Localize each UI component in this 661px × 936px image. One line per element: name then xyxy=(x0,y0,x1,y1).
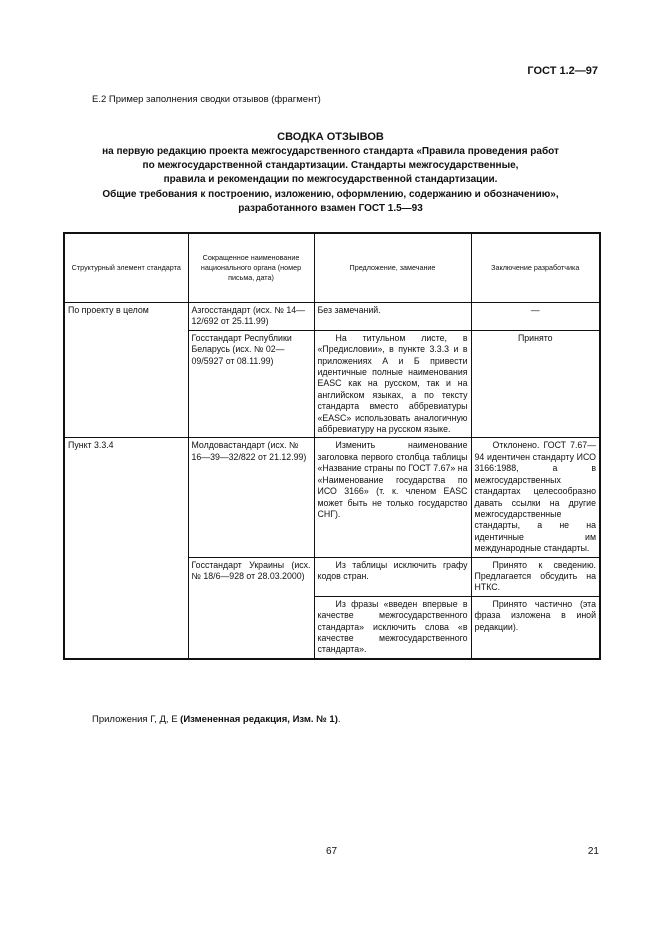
cell-organ: Азгосстандарт (исх. № 14—12/692 от 25.11.99) xyxy=(188,303,314,331)
heading-title: СВОДКА ОТЗЫВОВ xyxy=(277,131,384,143)
cell-conclusion: Принято xyxy=(471,330,600,438)
cell-proposal: На титульном листе, в «Предисловии», в пункте 3.3.3 и в приложениях А и Б привести идентичные полные наименования EASC как на русском, так и на английском языках, а по тексту стандарта вместо аббревиатуры «EASC» использовать аналогичную аббревиатуру на русском языке. xyxy=(314,330,471,438)
review-table xyxy=(63,232,601,660)
table-header-row xyxy=(64,233,600,303)
heading-line: разработанного взамен ГОСТ 1.5—93 xyxy=(238,202,423,214)
cell-conclusion: — xyxy=(471,303,600,331)
cell-conclusion: Принято частично (эта фраза изложена в иной редакции). xyxy=(471,596,600,659)
cell-proposal: Из фразы «введен впервые в качестве межгосударственного стандарта» исключить слова «в качестве межгосударственного стандарта». xyxy=(314,596,471,659)
column-header-organ: Сокращенное наименование национального органа (номер письма, дата) xyxy=(188,233,314,303)
review-summary-heading xyxy=(60,130,601,216)
appendix-prefix: Приложения Г, Д, Е xyxy=(92,714,181,725)
cell-conclusion: Принято к сведению. Предлагается обсудить на НТКС. xyxy=(471,557,600,596)
heading-line: Общие требования к построению, изложению, оформлению, содержанию и обозначению», xyxy=(102,188,559,200)
document-code: ГОСТ 1.2—97 xyxy=(527,65,598,77)
example-caption: Е.2 Пример заполнения сводки отзывов (фрагмент) xyxy=(92,94,321,105)
cell-organ: Молдовастандарт (исх. № 16—39—32/822 от 21.12.99) xyxy=(188,438,314,557)
cell-proposal: Из таблицы исключить графу кодов стран. xyxy=(314,557,471,596)
cell-proposal: Без замечаний. xyxy=(314,303,471,331)
page-number-center: 67 xyxy=(326,846,338,857)
cell-element: Пункт 3.3.4 xyxy=(64,438,188,659)
table-row xyxy=(64,438,600,557)
column-header-proposal: Предложение, замечание xyxy=(314,233,471,303)
page-number-right: 21 xyxy=(587,846,599,857)
cell-conclusion: Отклонено. ГОСТ 7.67—94 идентичен стандарту ИСО 3166:1988, а в межгосударственных стандартах целесообразно давать ссылки на другие межгосударственные стандарты, а не на идентичные им международные стандарты. xyxy=(471,438,600,557)
heading-line: на первую редакцию проекта межгосударственного стандарта «Правила проведения работ xyxy=(102,146,559,157)
cell-organ: Госстандарт Украины (исх. № 18/6—928 от 28.03.2000) xyxy=(188,557,314,659)
cell-organ: Госстандарт Республики Беларусь (исх. № 02—09/5927 от 08.11.99) xyxy=(188,330,314,438)
appendix-suffix: . xyxy=(337,714,341,725)
table-row xyxy=(64,303,600,331)
cell-element: По проекту в целом xyxy=(64,303,188,438)
column-header-conclusion: Заключение разработчика xyxy=(471,233,600,303)
heading-line: по межгосударственной стандартизации. Стандарты межгосударственные, xyxy=(142,160,519,172)
appendix-note xyxy=(92,714,341,725)
appendix-amendment: (Измененная редакция, Изм. № 1) xyxy=(180,714,338,725)
cell-proposal: Изменить наименование заголовка первого столбца таблицы «Название страны по ГОСТ 7.67» на «Наименование государства по ИСО 3166» (т. к. членом EASC может быть не только государство СНГ). xyxy=(314,438,471,557)
heading-line: правила и рекомендации по межгосударственной стандартизации. xyxy=(163,174,498,186)
column-header-element: Структурный элемент стандарта xyxy=(64,233,188,303)
